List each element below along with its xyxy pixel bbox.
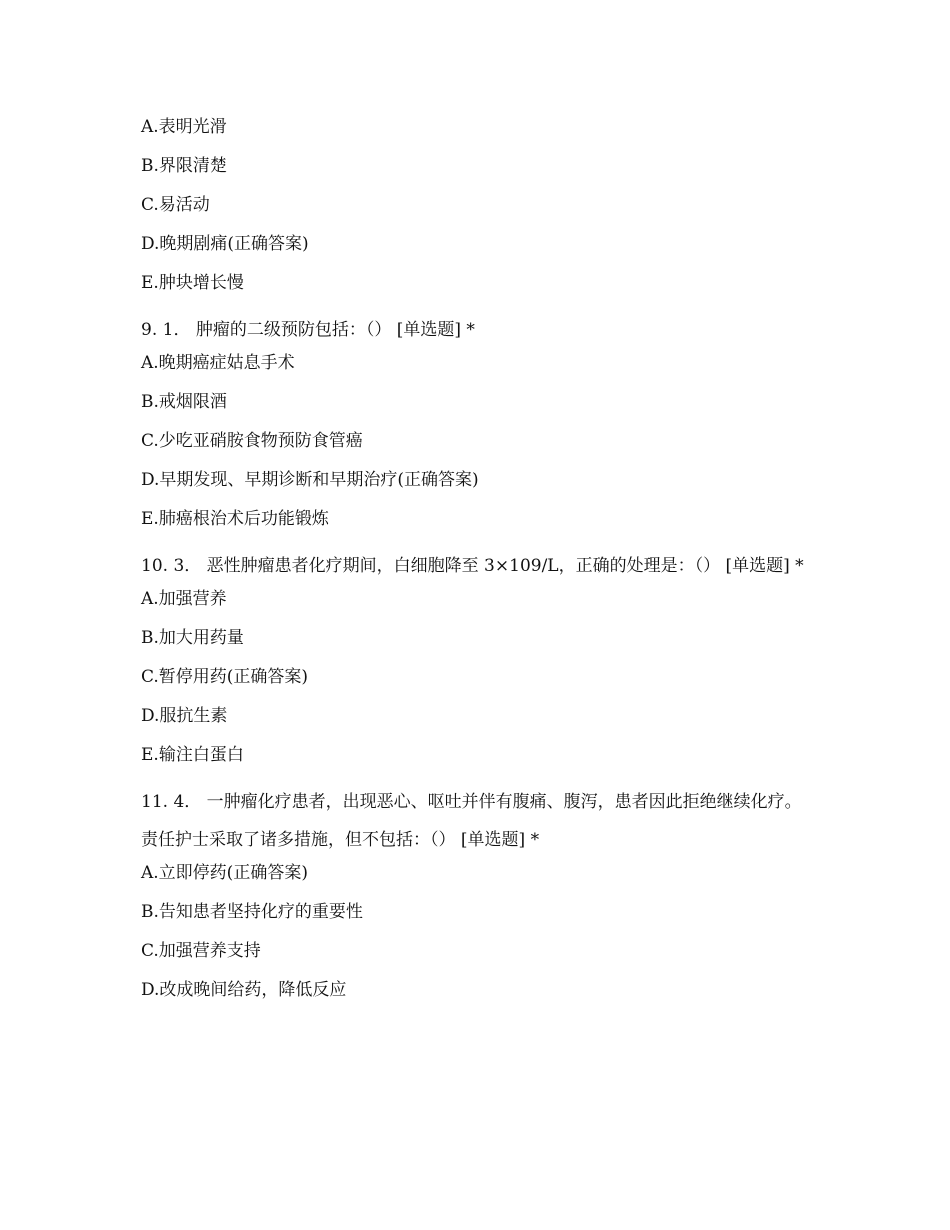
option-a: A.加强营养 <box>141 589 227 609</box>
option-c: C.少吃亚硝胺食物预防食管癌 <box>141 431 363 451</box>
option-c: C.易活动 <box>141 195 210 215</box>
question-block-9 <box>141 311 811 530</box>
option-e: E.输注白蛋白 <box>141 745 244 765</box>
option-d: D.早期发现、早期诊断和早期治疗(正确答案) <box>141 470 479 490</box>
option-d: D.服抗生素 <box>141 706 228 726</box>
question-text: 11. 4． 一肿瘤化疗患者，出现恶心、呕吐并伴有腹痛、腹泻，患者因此拒绝继续化疗。责任护士采取了诸多措施，但不包括：（） [单选题] * <box>141 792 802 850</box>
option-d: D.晚期剧痛(正确答案) <box>141 234 309 254</box>
option-c: C.暂停用药(正确答案) <box>141 667 309 687</box>
option-b: B.戒烟限酒 <box>141 392 227 412</box>
question-text: 10. 3． 恶性肿瘤患者化疗期间，白细胞降至 3×109/L，正确的处理是：（） [单选题] * <box>141 556 804 576</box>
option-d: D.改成晚间给药，降低反应 <box>141 980 347 1000</box>
option-a: A.表明光滑 <box>141 117 227 137</box>
question-text: 9. 1． 肿瘤的二级预防包括：（） [单选题] * <box>141 320 475 340</box>
question-block-10 <box>141 547 811 766</box>
option-a: A.晚期癌症姑息手术 <box>141 353 295 373</box>
question-block-8 <box>141 116 811 294</box>
option-b: B.界限清楚 <box>141 156 227 176</box>
option-a: A.立即停药(正确答案) <box>141 863 308 883</box>
question-list <box>141 116 811 1018</box>
option-e: E.肿块增长慢 <box>141 273 244 293</box>
option-b: B.告知患者坚持化疗的重要性 <box>141 902 363 922</box>
option-c: C.加强营养支持 <box>141 941 261 961</box>
option-b: B.加大用药量 <box>141 628 244 648</box>
option-e: E.肺癌根治术后功能锻炼 <box>141 509 329 529</box>
question-block-11 <box>141 783 811 1001</box>
